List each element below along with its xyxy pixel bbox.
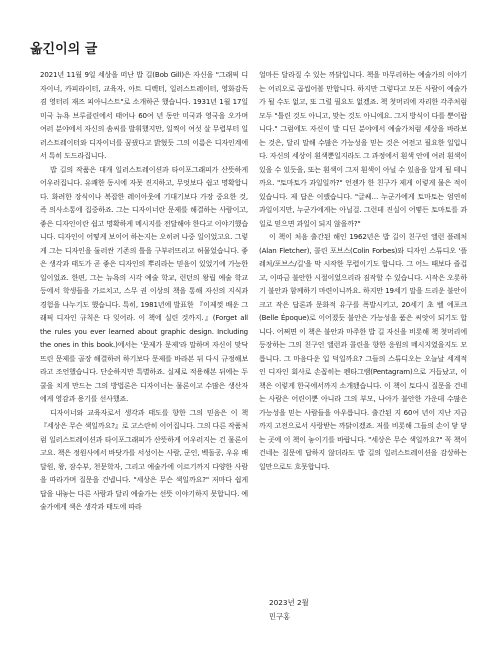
paragraph: 밥 길의 작품은 대개 일러스트레이션과 타이포그래피가 산뜻하게 어우러집니다. 유쾌한 동시에 자못 진지하고, 무엇보다 쉽고 명확합니다. 화려한 장식이나 복잡한 레이아웃에 기대기보다 가장 중요한 것, 즉 의사소통에 집중하죠. 그는 디자이너란 문제를 해결하는 사람이고, 좋은 디자인이란 쉽고 명확하게 메시지를 전달해야 한다고 이야기했습니다. 디자인이 어떻게 보이어 하는지는 오히려 나중 일이었고요. 그렇게 그는 디자인을 둘러싼 기존의 틀을 구부러뜨리고 허물었습니다. 좋은 생각과 태도가 곧 좋은 디자인의 뿌리라는 믿음이 있었기에 가능한 일이었죠. 한편, 그는 뉴욕의 시각 예술 학교, 런던의 왕립 예술 학교 등에서 학생들을 가르치고, 스무 권 이상의 책을 통해 자신의 지식과 경험을 나누기도 했습니다. 특히, 1981년에 발표한 『이제껏 배운 그래픽 디자인 규칙은 다 잊어라. 이 책에 실린 것까지.』(Forget all the rules you ever learned about graphic design. Including the ones in this book.)에서는 '문제가 문제'라 말하며 자신이 맞닥뜨린 문제를 골장 해결하려 하기보다 문제를 바라본 뒤 다시 규정해보라고 조언했습니다. 단순하지만 특별하죠. 실제로 적용해본 뒤에는 두 쿨을 치게 만드는 그의 방법론은 디자이너는 물론이고 수많은 생산자에게 영감과 용기를 선사했죠. (40, 164, 248, 403)
translator-name: 민구홍 (269, 612, 291, 621)
left-column (40, 68, 248, 514)
paragraph: 얼마든 달라질 수 있는 까닭입니다. 책을 마무리하는 예술가의 이야기는 어리오로 곱씹어볼 만합니다. 하지만 그렇다고 모든 사람이 예술가가 될 수도 없고, 또 그럴 필요도 없겠죠. 책 첫머리에 자리한 각주처럼 모두 "틀린 것도 아니고, 맞는 것도 아니에요. 그저 방식이 다를 뿐이랍니다." 그럼에도 자신이 발 디딘 분야에서 예술가처럼 세상을 바라보는 것은, 달리 말해 수많은 가능성을 믿는 것은 여전고 필요한 일입니다. 자신의 세상이 흰색뿐일지라도 그 과정에서 흰색 안에 여러 흰색이 있을 수 있듯을, 또는 흰색이 그저 흰색이 아닐 수 있음을 알게 될 테니까요. "토마토가 과일일까?" 언젠가 한 친구가 제게 이렇게 물은 적이 있습니다. 제 답은 이랬습니다. "글쎄… 누군가에게 토마토는 엄연히 과일이지만, 누군가에게는 아닐걸. 그런데 진실이 어떻든 토마토를 과일로 믿으면 과일이 되지 않을까?" (259, 70, 467, 228)
paragraph: 2021년 11월 9일 세상을 떠난 밥 길(Bob Gill)은 자신을 "그래픽 디자이너, 카피라이터, 교육자, 아트 디렉터, 일러스트레이터, 영화감독 겸 영터리 재즈 피아니스트"로 소개하곤 했습니다. 1931년 1월 17일 미국 뉴욕 브루클린에서 태어나 60여 년 동안 미국과 영국을 오가며 여러 분야에서 자신의 솜씨를 발휘했지만, 일찍이 여섯 살 무렵부터 일러스트레이터와 디자이너를 꿈꿨다고 밝혔듯 그의 이름은 디자인계에서 특히 도드라집니다. (40, 70, 248, 160)
paragraph: 이 책이 처음 출간된 해인 1962년은 밥 길이 친구인 앨런 플레처(Alan Fletcher), 콜린 포브스(Colin Forbes)와 디자인 스튜디오 '플레처/포브스/길'을 막 시작한 무렵이기도 합니다. 그 어느 때보다 즐겁고, 이따금 불안한 시절이었으리라 짐작할 수 있습니다. 시작은 오롯하기 불안과 함께하기 마련이니까요. 하지만 19세기 말을 드리운 불안이 크고 작은 답론과 문화적 유구를 폭발시키고, 20세기 초 벨 에포크(Belle Époque)로 이어졌듯 불안은 가능성을 품은 씨앗이 되기도 합니다. 어쩌면 이 책은 불안과 마주한 밥 길 자신을 비롯해 책 첫머리에 등장하는 그의 친구인 앨런과 콜린을 향한 응원의 메시지였을지도 모릅니다. 그 마음다운 입 덕일까요? 그들의 스튜디오는 오늘날 세계적인 디자인 회사로 손꼽히는 펜타그램(Pentagram)으로 거듭났고, 이 책은 이렇게 한국에서까지 소개됐습니다. 이 책이 토다시 질문을 건네는 사람은 어린이뿐 아니라 그의 부모, 나아가 불안한 가운데 수많은 가능성을 믿는 사람들을 아우릅니다. 출간된 지 60여 년이 지난 지금까지 고전으로서 사랑받는 까닭이겠죠. 저를 비롯해 그들의 손이 닿 닿는 곳에 이 책이 놓이기를 바랍니다. "세상은 무슨 색일까요?" 꼭 책이 건네는 질문에 답하지 않더라도 밥 길의 일러스트레이션을 감상하는 일만으로도 흐뭇합니다. (259, 232, 467, 471)
page-title: 옮긴이의 글 (30, 42, 98, 57)
right-column (259, 68, 467, 473)
paragraph: 디자이너와 교육자로서 생각과 태도를 향한 그의 믿음은 이 책 『세상은 무슨 색일까요?』로 고스란히 이어집니다. 그의 다른 작품처럼 일러스트레이션과 타이포그래피가 산뜻하게 어우러지는 건 물론이고요. 책은 정원사에서 바닷가를 서성이는 사람, 군인, 벡돌공, 우유 배달원, 왕, 잠수부, 천문학자, 그리고 예술가에 이르기까지 다양한 사람을 따라가며 질문을 건넵니다. "세상은 무슨 색일까요?" 저마다 쉽게 답을 내놓는 다른 사람과 달리 예술가는 선뜻 이야기하지 못합니다. 예술가에게 색은 생각과 태도에 따라 (40, 407, 248, 511)
signature-date: 2023년 2월 (269, 598, 309, 607)
